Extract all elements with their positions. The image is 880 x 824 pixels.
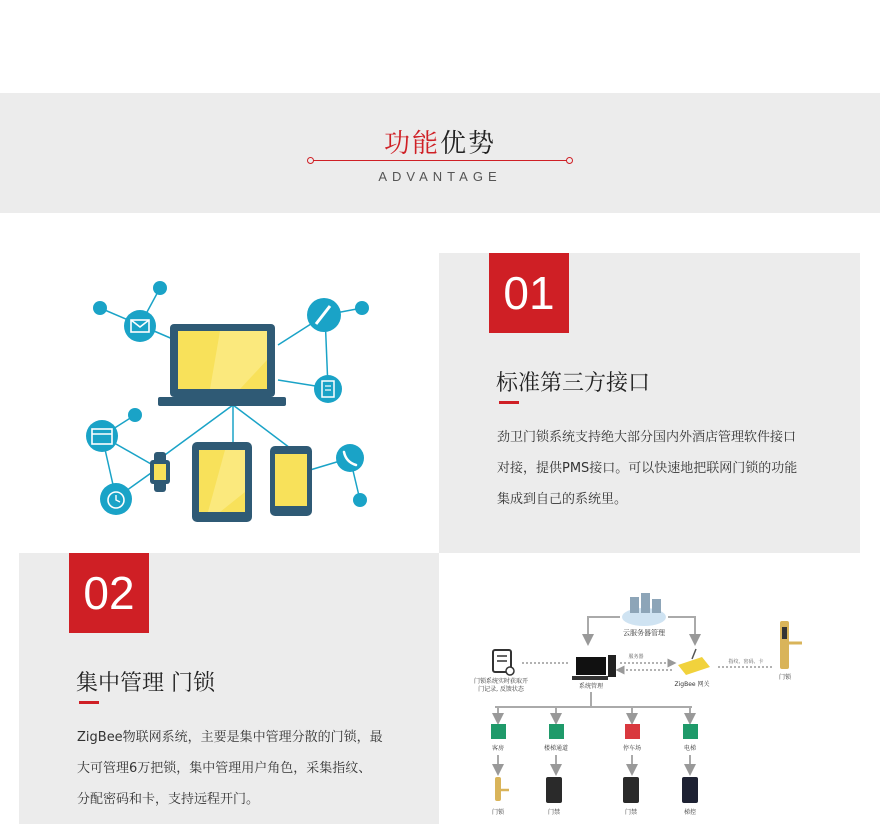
- parking-icon: [625, 724, 640, 739]
- phone-icon: [336, 444, 364, 472]
- feature-desc-line: 劲卫门锁系统支持绝大部分国内外酒店管理软件接口: [497, 430, 797, 445]
- feature-title-bar-2: [79, 701, 99, 704]
- divider-dot-right: [566, 157, 573, 164]
- access-control-device: [546, 777, 562, 803]
- feature-desc-line: 分配密码和卡，支持远程开门。: [77, 792, 260, 807]
- section-title-red: 功能: [383, 129, 440, 159]
- smartwatch-icon: [150, 452, 170, 492]
- device-network-illustration: [70, 270, 390, 530]
- feature-desc-2: [77, 722, 422, 815]
- feature-desc-1: [497, 422, 842, 515]
- elevator-icon: [683, 724, 698, 739]
- feature-number-1: 01: [489, 253, 569, 333]
- area-label: 停车场: [622, 745, 642, 752]
- record-log-icon: [493, 650, 514, 675]
- divider-dot-left: [307, 157, 314, 164]
- system-label: 系统管理: [578, 683, 604, 690]
- zigbee-system-diagram: [460, 585, 840, 824]
- feature-title-1: 标准第三方接口: [496, 371, 651, 396]
- smartphone-icon: [270, 446, 312, 516]
- feature-title-2: 集中管理 门锁: [76, 671, 215, 696]
- computer-icon: [572, 655, 616, 680]
- tablet-icon: [192, 442, 252, 522]
- area-label: 电梯: [683, 745, 697, 752]
- cloud-label: 云服务器管理: [623, 629, 665, 637]
- area-label: 楼梯通道: [543, 745, 569, 752]
- elevator-control-device: [682, 777, 698, 803]
- section-subtitle: ADVANTAGE: [378, 169, 502, 184]
- feature-desc-line: 大可管理6万把锁，集中管理用户角色，采集指纹、: [77, 761, 372, 776]
- feature-desc-line: ZigBee物联网系统，主要是集中管理分散的门锁，最: [77, 730, 383, 745]
- access-control-device: [623, 777, 639, 803]
- area-label: 客房: [491, 745, 505, 752]
- door-lock-icon: [780, 621, 802, 669]
- device-label: 门禁: [547, 809, 561, 816]
- device-label: 门禁: [624, 809, 638, 816]
- feature-title-bar-1: [499, 401, 519, 404]
- feature-number-2: 02: [69, 553, 149, 633]
- calendar-icon: [86, 420, 118, 452]
- laptop-icon: [158, 324, 286, 406]
- device-label: 梯控: [683, 809, 697, 816]
- record-label-1: 门锁系统实时获取开: [473, 678, 529, 685]
- link-label-credentials: 指纹、密码、卡: [728, 659, 764, 665]
- feature-desc-line: 集成到自己的系统里。: [497, 492, 628, 507]
- document-icon: [314, 375, 342, 403]
- gateway-label: ZigBee 网关: [674, 681, 710, 688]
- device-label: 门锁: [491, 809, 505, 816]
- section-title-dark: 优势: [440, 129, 497, 159]
- room-lock-device: [495, 777, 509, 801]
- link-label-server: 服务器: [628, 654, 644, 660]
- title-divider: [311, 160, 569, 161]
- section-title: [0, 123, 880, 160]
- lock-label: 门锁: [778, 674, 792, 681]
- guest-room-icon: [491, 724, 506, 739]
- zigbee-gateway-icon: [678, 649, 710, 675]
- record-label-2: 门记录, 反馈状态: [478, 686, 524, 693]
- stairway-icon: [549, 724, 564, 739]
- cloud-server-icon: [622, 593, 666, 626]
- feature-desc-line: 对接，提供PMS接口。可以快速地把联网门锁的功能: [497, 461, 798, 476]
